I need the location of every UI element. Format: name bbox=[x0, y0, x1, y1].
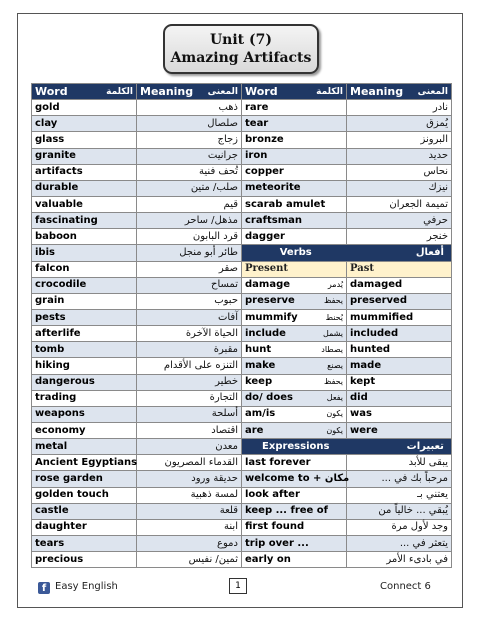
expression-text: first found bbox=[242, 519, 347, 535]
vocab-meaning: حبوب bbox=[137, 293, 242, 309]
expression-row bbox=[242, 455, 452, 471]
table-row bbox=[32, 487, 242, 503]
table-row bbox=[242, 180, 452, 196]
vocab-word: trading bbox=[32, 390, 137, 406]
verb-row bbox=[242, 374, 452, 390]
vocab-meaning: لمسة ذهبية bbox=[137, 487, 242, 503]
vocab-meaning: صلصال bbox=[137, 116, 242, 132]
verb-past: were bbox=[347, 422, 452, 438]
verb-present-cell bbox=[242, 326, 347, 342]
present-label: Present bbox=[242, 261, 347, 277]
verb-row bbox=[242, 390, 452, 406]
vocab-meaning: البرونز bbox=[347, 132, 452, 148]
table-row bbox=[242, 213, 452, 229]
verb-row bbox=[242, 309, 452, 325]
verb-row bbox=[242, 342, 452, 358]
verb-present: damage bbox=[245, 279, 291, 291]
vocab-word: iron bbox=[242, 148, 347, 164]
table-row bbox=[32, 293, 242, 309]
verb-meaning: يحفظ bbox=[323, 296, 343, 306]
verb-present: mummify bbox=[245, 311, 298, 323]
table-row bbox=[32, 342, 242, 358]
expression-meaning: في بادىء الأمر bbox=[347, 552, 452, 568]
vocab-word: weapons bbox=[32, 406, 137, 422]
expression-meaning: يُبقي ... خالياً من bbox=[347, 503, 452, 519]
vocab-word: rare bbox=[242, 100, 347, 116]
expressions-section-header bbox=[242, 439, 452, 455]
verb-present-cell bbox=[242, 358, 347, 374]
verb-present-cell bbox=[242, 342, 347, 358]
table-row bbox=[32, 180, 242, 196]
vocab-meaning: ابنة bbox=[137, 519, 242, 535]
vocab-word: bronze bbox=[242, 132, 347, 148]
expression-text: last forever bbox=[242, 455, 347, 471]
expressions-title: Expressions bbox=[262, 440, 330, 452]
expression-row bbox=[242, 519, 452, 535]
table-row bbox=[32, 519, 242, 535]
vocab-meaning: نحاس bbox=[347, 164, 452, 180]
vocab-meaning: معدن bbox=[137, 439, 242, 455]
table-row bbox=[32, 116, 242, 132]
vocab-meaning: دموع bbox=[137, 535, 242, 551]
verb-meaning: يفعل bbox=[326, 393, 343, 403]
vocab-meaning: قلعة bbox=[137, 503, 242, 519]
table-row bbox=[242, 148, 452, 164]
expressions-title-ar: تعبيرات bbox=[406, 440, 444, 452]
vocab-meaning: التنزه على الأقدام bbox=[137, 358, 242, 374]
vocab-word: afterlife bbox=[32, 326, 137, 342]
verb-present-cell bbox=[242, 309, 347, 325]
expression-text: look after bbox=[242, 487, 347, 503]
vocab-word: scarab amulet bbox=[242, 196, 347, 212]
facebook-icon: f bbox=[38, 582, 50, 594]
vocab-meaning: نادر bbox=[347, 100, 452, 116]
verb-meaning: يُحنط bbox=[325, 312, 343, 322]
unit-title: Amazing Artifacts bbox=[170, 50, 312, 66]
vocab-word: gold bbox=[32, 100, 137, 116]
expression-text: keep ... free of bbox=[242, 503, 347, 519]
vocab-word: copper bbox=[242, 164, 347, 180]
expression-meaning: يعتني بـ bbox=[347, 487, 452, 503]
table-row bbox=[242, 100, 452, 116]
verbs-section-header bbox=[242, 245, 452, 261]
vocab-word: dangerous bbox=[32, 374, 137, 390]
vocab-word: rose garden bbox=[32, 471, 137, 487]
verb-meaning: يكون bbox=[326, 425, 343, 435]
verb-meaning: يُدمر bbox=[327, 280, 343, 290]
verbs-subheader-row bbox=[242, 261, 452, 277]
expression-text: welcome to + مكان bbox=[242, 471, 347, 487]
vocab-word: durable bbox=[32, 180, 137, 196]
verb-present: am/is bbox=[245, 408, 276, 420]
vocab-meaning: تميمة الجعران bbox=[347, 196, 452, 212]
vocab-meaning: خطير bbox=[137, 374, 242, 390]
table-row bbox=[32, 261, 242, 277]
table-row bbox=[32, 196, 242, 212]
meaning-header: Meaning المعنى bbox=[347, 84, 452, 100]
vocab-meaning: يُمزق bbox=[347, 116, 452, 132]
vocab-meaning: التجارة bbox=[137, 390, 242, 406]
verb-present-cell bbox=[242, 374, 347, 390]
vocab-meaning: تمساح bbox=[137, 277, 242, 293]
table-row bbox=[32, 552, 242, 568]
verb-present-cell bbox=[242, 406, 347, 422]
table-row bbox=[242, 116, 452, 132]
table-row bbox=[32, 503, 242, 519]
footer-brand: Easy English bbox=[55, 581, 118, 592]
vocab-word: glass bbox=[32, 132, 137, 148]
table-row bbox=[32, 229, 242, 245]
vocab-word: baboon bbox=[32, 229, 137, 245]
table-row bbox=[32, 406, 242, 422]
table-row bbox=[32, 358, 242, 374]
verb-meaning: يشمل bbox=[322, 328, 343, 338]
vocab-word: grain bbox=[32, 293, 137, 309]
verb-present: include bbox=[245, 327, 286, 339]
table-header-row bbox=[242, 84, 452, 100]
vocab-word: tomb bbox=[32, 342, 137, 358]
vocab-word: meteorite bbox=[242, 180, 347, 196]
vocab-word: Ancient Egyptians bbox=[32, 455, 137, 471]
verbs-title-cell bbox=[242, 245, 452, 261]
table-row bbox=[32, 100, 242, 116]
table-header-row bbox=[32, 84, 242, 100]
verb-past: mummified bbox=[347, 309, 452, 325]
vocab-word: craftsman bbox=[242, 213, 347, 229]
vocab-word: tears bbox=[32, 535, 137, 551]
verb-row bbox=[242, 293, 452, 309]
verb-past: hunted bbox=[347, 342, 452, 358]
vocab-meaning: آفات bbox=[137, 309, 242, 325]
expression-meaning: مرحباً بك في ... bbox=[347, 471, 452, 487]
expression-row bbox=[242, 535, 452, 551]
table-row bbox=[242, 132, 452, 148]
expression-row bbox=[242, 471, 452, 487]
expression-meaning: وجد لأول مرة bbox=[347, 519, 452, 535]
verb-meaning: يحفظ bbox=[323, 377, 343, 387]
right-vocab-table bbox=[241, 83, 452, 568]
verb-past: included bbox=[347, 326, 452, 342]
table-row bbox=[32, 455, 242, 471]
vocab-meaning: نيزك bbox=[347, 180, 452, 196]
vocab-word: clay bbox=[32, 116, 137, 132]
vocab-word: tear bbox=[242, 116, 347, 132]
vocab-word: golden touch bbox=[32, 487, 137, 503]
vocab-meaning: جرانيت bbox=[137, 148, 242, 164]
vocab-meaning: القدماء المصريون bbox=[137, 455, 242, 471]
footer-book: Connect 6 bbox=[380, 581, 431, 592]
vocab-word: daughter bbox=[32, 519, 137, 535]
verb-row bbox=[242, 422, 452, 438]
vocab-meaning: ثمين/ نفيس bbox=[137, 552, 242, 568]
verb-present: preserve bbox=[245, 295, 295, 307]
vocab-word: dagger bbox=[242, 229, 347, 245]
vocab-word: precious bbox=[32, 552, 137, 568]
page-number: 1 bbox=[229, 578, 247, 594]
word-header: Word الكلمة bbox=[242, 84, 347, 100]
table-row bbox=[32, 132, 242, 148]
verbs-title: Verbs bbox=[279, 246, 312, 258]
vocab-word: metal bbox=[32, 439, 137, 455]
vocab-meaning: اقتصاد bbox=[137, 422, 242, 438]
expression-text: trip over ... bbox=[242, 535, 347, 551]
vocab-meaning: زجاج bbox=[137, 132, 242, 148]
vocab-meaning: حديقة ورود bbox=[137, 471, 242, 487]
expression-row bbox=[242, 552, 452, 568]
vocab-word: castle bbox=[32, 503, 137, 519]
verb-present: hunt bbox=[245, 343, 272, 355]
verb-meaning: يكون bbox=[326, 409, 343, 419]
verb-past: kept bbox=[347, 374, 452, 390]
expression-row bbox=[242, 503, 452, 519]
vocab-meaning: حرفي bbox=[347, 213, 452, 229]
table-row bbox=[32, 326, 242, 342]
verb-present: are bbox=[245, 424, 264, 436]
vocab-word: hiking bbox=[32, 358, 137, 374]
vocab-word: granite bbox=[32, 148, 137, 164]
verb-past: damaged bbox=[347, 277, 452, 293]
vocab-word: crocodile bbox=[32, 277, 137, 293]
vocab-word: economy bbox=[32, 422, 137, 438]
table-row bbox=[32, 422, 242, 438]
meaning-header: Meaning المعنى bbox=[137, 84, 242, 100]
expression-meaning: يتعثر في ... bbox=[347, 535, 452, 551]
vocab-meaning: قرد البابون bbox=[137, 229, 242, 245]
vocab-word: pests bbox=[32, 309, 137, 325]
vocab-meaning: خنجر bbox=[347, 229, 452, 245]
title-box bbox=[163, 24, 319, 74]
left-vocab-table bbox=[31, 83, 242, 568]
unit-number: Unit (7) bbox=[209, 32, 273, 48]
verb-present: do/ does bbox=[245, 392, 293, 404]
verb-row bbox=[242, 326, 452, 342]
verb-past: preserved bbox=[347, 293, 452, 309]
expression-meaning: يبقى للأبد bbox=[347, 455, 452, 471]
verb-present: keep bbox=[245, 376, 273, 388]
verb-past: did bbox=[347, 390, 452, 406]
vocab-meaning: صلب/ متين bbox=[137, 180, 242, 196]
vocab-meaning: حديد bbox=[347, 148, 452, 164]
vocab-word: artifacts bbox=[32, 164, 137, 180]
table-row bbox=[32, 439, 242, 455]
table-row bbox=[32, 535, 242, 551]
vocab-meaning: تُحف فنية bbox=[137, 164, 242, 180]
verb-present-cell bbox=[242, 390, 347, 406]
verb-present: make bbox=[245, 359, 276, 371]
verb-past: was bbox=[347, 406, 452, 422]
vocab-word: fascinating bbox=[32, 213, 137, 229]
table-row bbox=[32, 148, 242, 164]
vocab-meaning: الحياة الآخرة bbox=[137, 326, 242, 342]
table-row bbox=[242, 229, 452, 245]
table-row bbox=[32, 245, 242, 261]
verb-present-cell bbox=[242, 277, 347, 293]
past-label: Past bbox=[347, 261, 452, 277]
table-row bbox=[242, 164, 452, 180]
table-row bbox=[32, 309, 242, 325]
table-row bbox=[32, 213, 242, 229]
verb-present-cell bbox=[242, 293, 347, 309]
vocab-meaning: مقبرة bbox=[137, 342, 242, 358]
vocab-word: valuable bbox=[32, 196, 137, 212]
vocab-word: ibis bbox=[32, 245, 137, 261]
table-row bbox=[32, 374, 242, 390]
table-row bbox=[32, 164, 242, 180]
table-row bbox=[32, 471, 242, 487]
table-row bbox=[242, 196, 452, 212]
expression-text: early on bbox=[242, 552, 347, 568]
table-row bbox=[32, 390, 242, 406]
verb-past: made bbox=[347, 358, 452, 374]
verb-meaning: يصنع bbox=[327, 360, 343, 370]
verbs-title-ar: أفعال bbox=[415, 246, 444, 258]
expression-row bbox=[242, 487, 452, 503]
vocab-meaning: طائر أبو منجل bbox=[137, 245, 242, 261]
vocab-meaning: مذهل/ ساحر bbox=[137, 213, 242, 229]
expressions-title-cell bbox=[242, 439, 452, 455]
verb-row bbox=[242, 277, 452, 293]
vocab-meaning: قيم bbox=[137, 196, 242, 212]
table-row bbox=[32, 277, 242, 293]
verb-meaning: يصطاد bbox=[321, 344, 343, 354]
verb-row bbox=[242, 358, 452, 374]
vocab-meaning: صقر bbox=[137, 261, 242, 277]
word-header: Word الكلمة bbox=[32, 84, 137, 100]
vocab-meaning: ذهب bbox=[137, 100, 242, 116]
verb-present-cell bbox=[242, 422, 347, 438]
vocab-meaning: أسلحة bbox=[137, 406, 242, 422]
vocab-word: falcon bbox=[32, 261, 137, 277]
verb-row bbox=[242, 406, 452, 422]
